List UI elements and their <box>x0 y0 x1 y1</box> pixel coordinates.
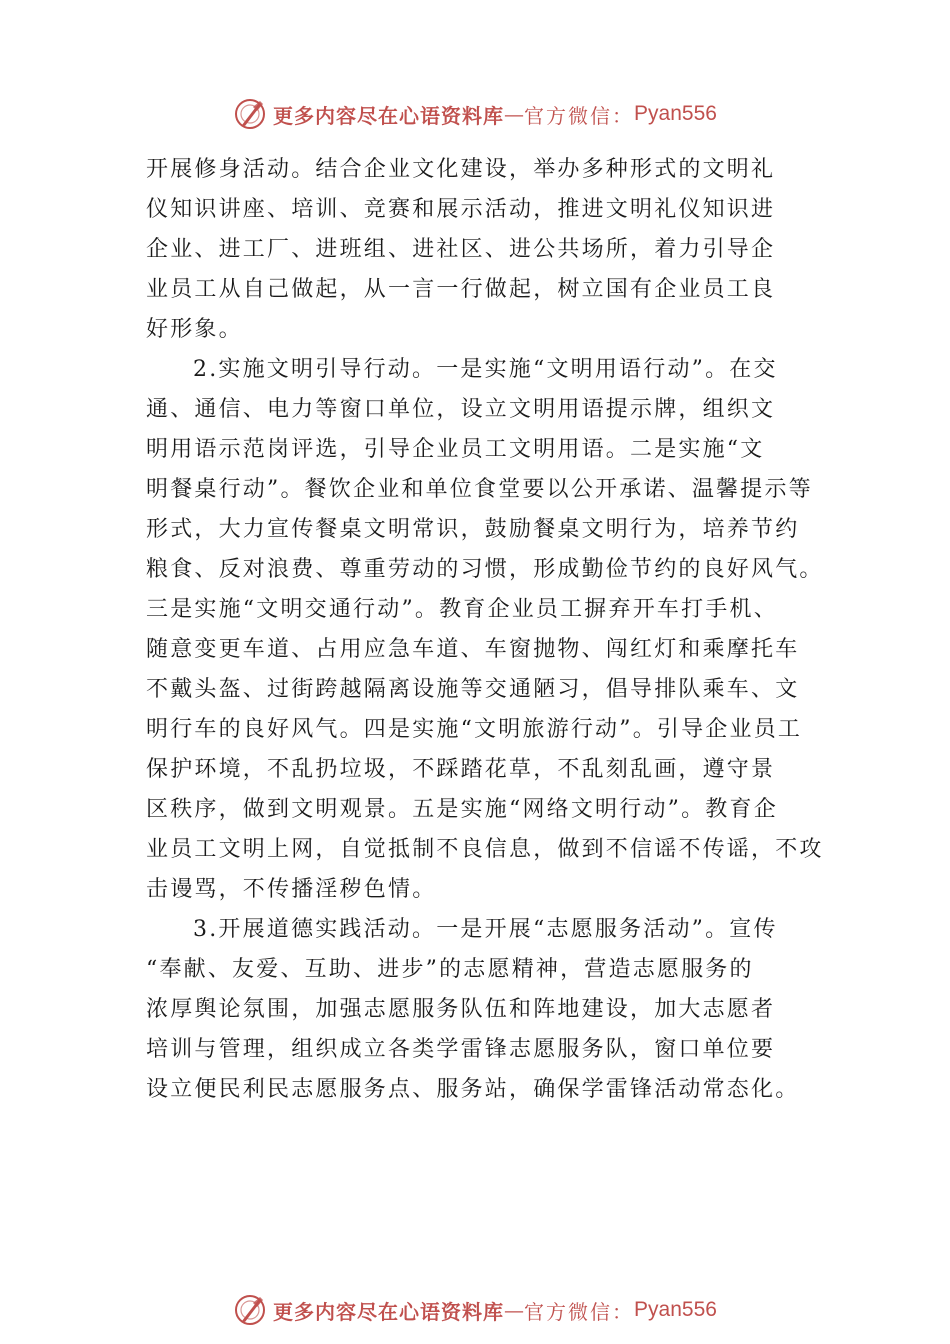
body-line: 随意变更车道、占用应急车道、车窗抛物、闯红灯和乘摩托车 <box>146 637 800 662</box>
banner-separator: — <box>504 1298 525 1322</box>
body-line: 保护环境，不乱扔垃圾，不踩踏花草，不乱刻乱画，遵守景 <box>146 757 776 782</box>
document-body <box>146 150 824 1110</box>
body-line: 仪知识讲座、培训、竞赛和展示活动，推进文明礼仪知识进 <box>146 197 776 222</box>
body-line: 业员工从自己做起，从一言一行做起，树立国有企业员工良 <box>146 277 776 302</box>
banner-subtitle: 官方微信： <box>524 1299 635 1324</box>
body-line: 浓厚舆论氛围，加强志愿服务队伍和阵地建设，加大志愿者 <box>146 997 776 1022</box>
body-line: 粮食、反对浪费、尊重劳动的习惯，形成勤俭节约的良好风气。 <box>146 557 824 582</box>
body-line: 不戴头盔、过街跨越隔离设施等交通陋习，倡导排队乘车、文 <box>146 677 800 702</box>
body-line: “奉献、友爱、互助、进步”的志愿精神，营造志愿服务的 <box>146 957 754 982</box>
banner-wechat-id: Pyan556 <box>634 102 717 125</box>
body-line: 明用语示范岗评选，引导企业员工文明用语。二是实施“文 <box>146 437 765 462</box>
body-line: 形式，大力宣传餐桌文明常识，鼓励餐桌文明行为，培养节约 <box>146 517 800 542</box>
banner-title: 更多内容尽在心语资料库 <box>273 1299 505 1324</box>
body-line: 2.实施文明引导行动。一是实施“文明用语行动”。在交 <box>193 357 778 382</box>
quill-pen-logo-icon <box>233 97 267 131</box>
body-line: 3.开展道德实践活动。一是开展“志愿服务活动”。宣传 <box>193 917 778 942</box>
body-line: 通、通信、电力等窗口单位，设立文明用语提示牌，组织文 <box>146 397 776 422</box>
body-line: 业员工文明上网，自觉抵制不良信息，做到不信谣不传谣，不攻 <box>146 837 824 862</box>
body-line: 击谩骂，不传播淫秽色情。 <box>146 877 437 902</box>
banner-separator: — <box>504 102 525 126</box>
body-line: 培训与管理，组织成立各类学雷锋志愿服务队，窗口单位要 <box>146 1037 776 1062</box>
body-line: 设立便民利民志愿服务点、服务站，确保学雷锋活动常态化。 <box>146 1077 800 1102</box>
footer-banner <box>0 1288 950 1332</box>
banner-title: 更多内容尽在心语资料库 <box>273 103 505 128</box>
header-banner <box>0 92 950 136</box>
body-line: 企业、进工厂、进班组、进社区、进公共场所，着力引导企 <box>146 237 776 262</box>
quill-pen-logo-icon <box>233 1293 267 1327</box>
body-line: 开展修身活动。结合企业文化建设，举办多种形式的文明礼 <box>146 157 776 182</box>
banner-subtitle: 官方微信： <box>524 103 635 128</box>
body-line: 区秩序，做到文明观景。五是实施“网络文明行动”。教育企 <box>146 797 778 822</box>
banner-wechat-id: Pyan556 <box>634 1298 717 1321</box>
body-line: 三是实施“文明交通行动”。教育企业员工摒弃开车打手机、 <box>146 597 778 622</box>
body-line: 明餐桌行动”。餐饮企业和单位食堂要以公开承诺、温馨提示等 <box>146 477 813 502</box>
body-line: 明行车的良好风气。四是实施“文明旅游行动”。引导企业员工 <box>146 717 803 742</box>
body-line: 好形象。 <box>146 317 243 342</box>
